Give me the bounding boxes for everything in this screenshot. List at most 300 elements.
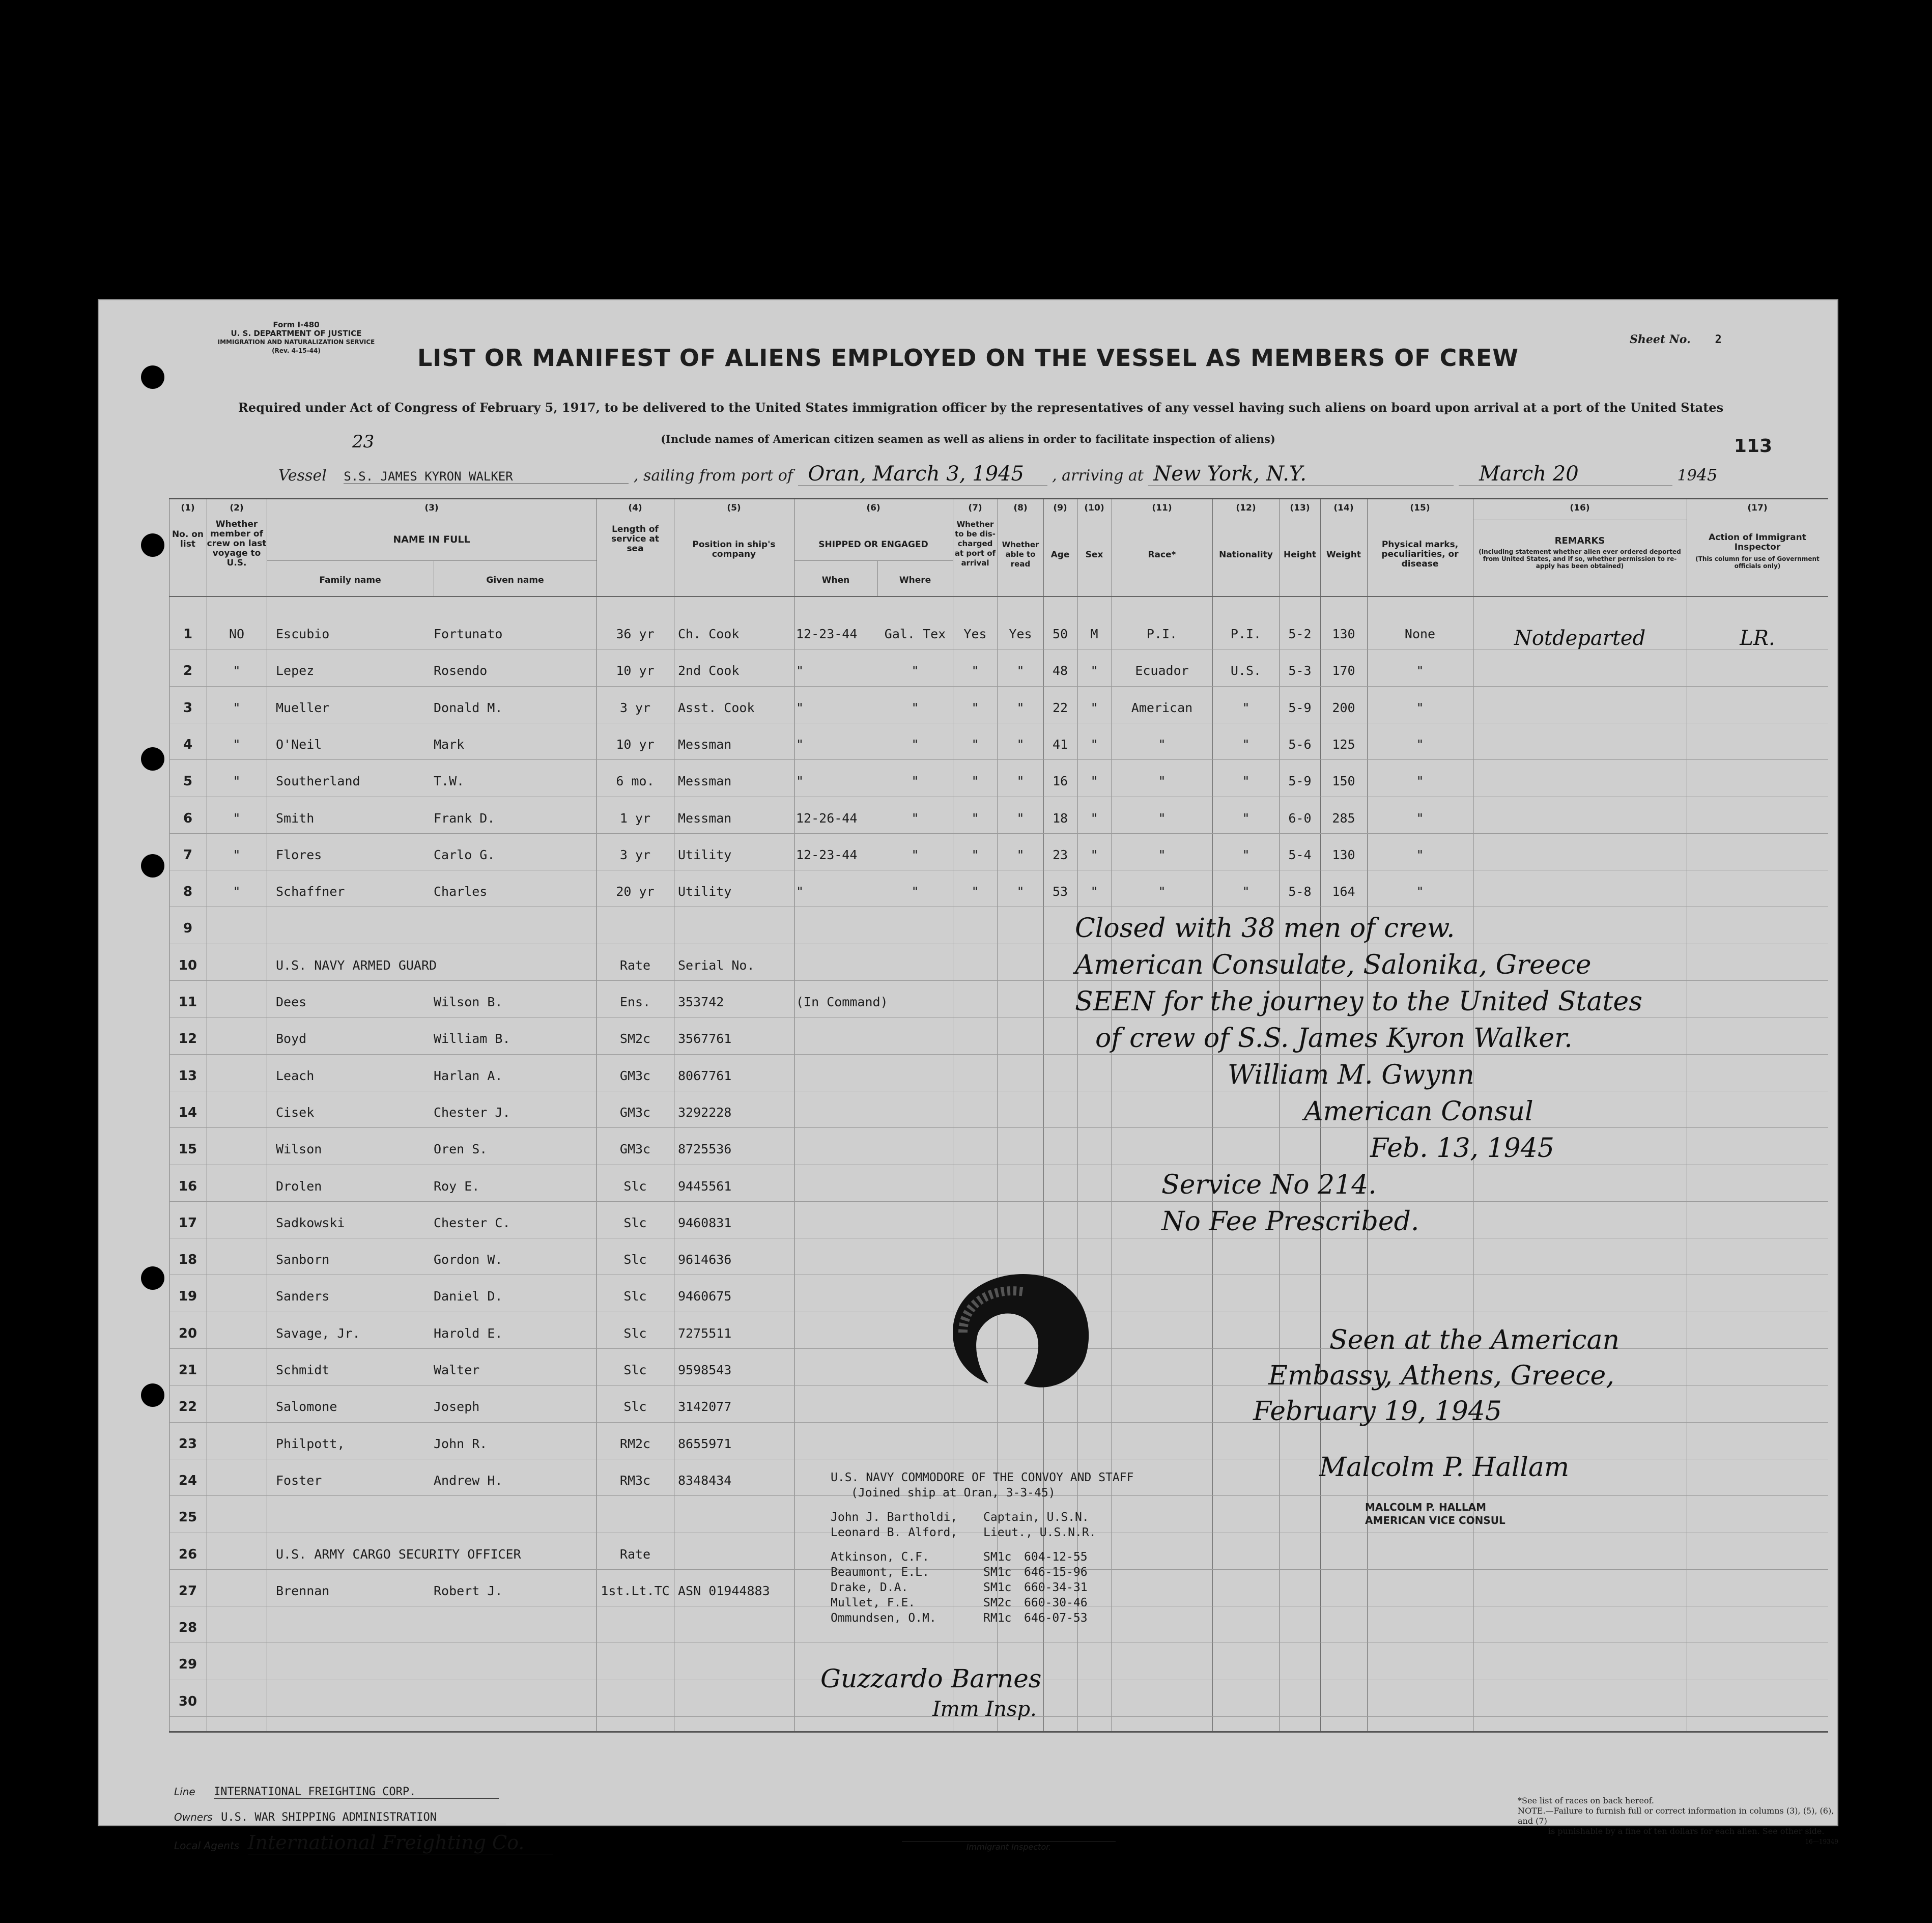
staff-rate: SM1c <box>983 1550 1012 1564</box>
cell-family: Smith <box>276 810 315 826</box>
cell-position: 8725536 <box>678 1142 732 1157</box>
cell-given: Joseph <box>434 1399 480 1415</box>
vice-consul-title: AMERICAN VICE CONSUL <box>1365 1514 1505 1526</box>
cell-height: 5-8 <box>1288 884 1312 899</box>
cell-family: Escubio <box>276 627 330 641</box>
cell-disch: " <box>971 810 979 826</box>
cell-position: 7275511 <box>678 1325 732 1341</box>
cell-no: 30 <box>178 1693 197 1709</box>
header-discharged: Whether to be dis-charged at port of arrival <box>954 520 996 568</box>
cell-length: RM3c <box>619 1473 651 1488</box>
cell-given: Mark <box>434 737 465 752</box>
consulate-line-3: SEEN for the journey to the United States <box>1075 986 1642 1017</box>
cell-no: 27 <box>178 1583 197 1599</box>
cell-remarks: Notdeparted <box>1514 627 1646 650</box>
cell-given: John R. <box>434 1436 488 1451</box>
officer-rank: Lieut., U.S.N.R. <box>983 1526 1096 1539</box>
sailing-label: , sailing from port of <box>633 467 793 485</box>
cell-no: 20 <box>178 1325 197 1341</box>
embassy-line-3: February 19, 1945 <box>1253 1396 1502 1427</box>
cell-disch: " <box>971 700 979 715</box>
cell-no: 1 <box>183 627 193 642</box>
header-where: Where <box>899 575 931 585</box>
vice-consul-name: MALCOLM P. HALLAM <box>1365 1501 1487 1513</box>
cell-no: 22 <box>178 1399 197 1415</box>
vessel-label: Vessel <box>278 467 327 485</box>
cell-no: 7 <box>183 847 193 863</box>
convoy-staff-member <box>831 1610 1133 1626</box>
cell-height: 5-6 <box>1288 737 1312 752</box>
cell-no: 2 <box>183 663 193 679</box>
cell-no: 26 <box>178 1546 197 1562</box>
cell-position: 9614636 <box>678 1252 732 1267</box>
cell-when: 12-23-44 <box>796 627 858 641</box>
embassy-line-2: Embassy, Athens, Greece, <box>1268 1361 1614 1391</box>
cell-where: " <box>911 847 919 862</box>
cell-position: Messman <box>678 774 732 789</box>
cell-member: NO <box>229 627 245 641</box>
cell-position: 8067761 <box>678 1068 732 1083</box>
cell-race: " <box>1158 737 1166 752</box>
cell-family: Dees <box>276 995 307 1009</box>
cell-when: " <box>796 737 804 752</box>
consulate-date: Feb. 13, 1945 <box>1370 1133 1554 1164</box>
cell-family: Mueller <box>276 700 330 715</box>
header-action-note: (This column for use of Government officials only) <box>1695 555 1820 570</box>
cell-member: " <box>233 663 241 678</box>
staff-serial: 604-12-55 <box>1024 1550 1088 1564</box>
cell-length: Rate <box>619 957 651 973</box>
cell-weight: 285 <box>1332 810 1355 826</box>
convoy-title: U.S. NAVY COMMODORE OF THE CONVOY AND STAFF <box>831 1471 1134 1484</box>
staff-name: Atkinson, C.F. <box>831 1550 929 1564</box>
col-num-3: (3) <box>424 503 439 513</box>
agents-label: Local Agents <box>174 1840 240 1852</box>
cell-weight: 170 <box>1332 663 1355 678</box>
col-num-14: (14) <box>1333 503 1354 513</box>
cell-read: " <box>1016 810 1025 826</box>
consulate-line-1: Closed with 38 men of crew. <box>1075 913 1455 944</box>
cell-given: Walter <box>434 1363 480 1377</box>
cell-family: Schaffner <box>276 884 345 899</box>
cell-position: Messman <box>678 810 732 826</box>
convoy-officer <box>831 1510 1133 1525</box>
cell-no: 29 <box>178 1657 197 1673</box>
staff-rate: SM1c <box>983 1581 1012 1594</box>
cell-no: 9 <box>183 921 193 937</box>
cell-position: 3142077 <box>678 1399 732 1415</box>
cell-family: Leach <box>276 1068 315 1083</box>
page-number: 113 <box>1734 436 1772 457</box>
cell-no: 14 <box>178 1105 197 1120</box>
col-num-12: (12) <box>1236 503 1256 513</box>
cell-given: Roy E. <box>434 1178 480 1194</box>
cell-family: Boyd <box>276 1031 307 1047</box>
convoy-staff-member <box>831 1580 1133 1595</box>
cell-no: 19 <box>178 1289 197 1305</box>
cell-length: GM3c <box>619 1142 651 1157</box>
vice-consul-signature: Malcolm P. Hallam <box>1319 1452 1570 1483</box>
cell-family: Salomone <box>276 1399 337 1415</box>
staff-name: Mullet, F.E. <box>831 1596 916 1609</box>
cell-no: 25 <box>178 1510 197 1525</box>
cell-length: 3 yr <box>619 700 651 715</box>
embassy-note <box>1243 1322 1620 1485</box>
footer-line <box>174 1786 499 1799</box>
cell-weight: 200 <box>1332 700 1355 715</box>
cell-phys: " <box>1416 663 1424 678</box>
footer-note-2: NOTE.—Failure to furnish full or correct information in columns (3), (5), (6), and (7) <box>1518 1806 1834 1826</box>
cell-position: Ch. Cook <box>678 627 740 641</box>
cell-race: " <box>1158 847 1166 862</box>
cell-age: 53 <box>1052 884 1068 899</box>
cell-disch: " <box>971 847 979 862</box>
owners-value: U.S. WAR SHIPPING ADMINISTRATION <box>221 1811 506 1824</box>
cell-given: Rosendo <box>434 663 488 678</box>
sheet-label: Sheet No. <box>1630 333 1691 346</box>
col-num-2: (2) <box>230 503 244 513</box>
col-num-13: (13) <box>1290 503 1310 513</box>
header-action: Action of Immigrant Inspector <box>1709 532 1806 552</box>
cell-length: GM3c <box>619 1105 651 1120</box>
cell-weight: 125 <box>1332 737 1355 752</box>
cell-disch: " <box>971 663 979 678</box>
staff-name: Ommundsen, O.M. <box>831 1611 936 1625</box>
staff-name: Drake, D.A. <box>831 1581 908 1594</box>
cell-no: 28 <box>178 1620 197 1636</box>
cell-race: " <box>1158 810 1166 826</box>
cell-nat: " <box>1242 884 1250 899</box>
cell-length: Slc <box>623 1399 647 1415</box>
consulate-note <box>1075 910 1642 1240</box>
cell-nat: P.I. <box>1230 627 1262 641</box>
cell-given: Donald M. <box>434 700 503 715</box>
cell-position: 9460831 <box>678 1215 732 1230</box>
arriving-label: , arriving at <box>1052 467 1144 485</box>
cell-disch: " <box>971 884 979 899</box>
cell-member: " <box>233 884 241 899</box>
staff-rate: SM1c <box>983 1566 1012 1579</box>
convoy-staff-block <box>831 1470 1133 1626</box>
cell-family: Brennan <box>276 1583 330 1598</box>
cell-where: " <box>911 884 919 899</box>
cell-given: Gordon W. <box>434 1252 503 1267</box>
footer-note-3: is punishable by a fine of ten dollars for each alien. See other side. <box>1548 1826 1825 1836</box>
cell-where: " <box>911 774 919 789</box>
cell-phys: " <box>1416 847 1424 862</box>
cell-age: 50 <box>1052 627 1068 641</box>
cell-disch: " <box>971 774 979 789</box>
cell-family: Schmidt <box>276 1363 330 1377</box>
officer-name: John J. Bartholdi, <box>831 1511 958 1524</box>
col-num-8: (8) <box>1013 503 1028 513</box>
col-num-11: (11) <box>1152 503 1172 513</box>
cell-family: Flores <box>276 847 322 862</box>
cell-read: " <box>1016 774 1025 789</box>
vessel-name: S.S. JAMES KYRON WALKER <box>344 469 629 484</box>
cell-no: 4 <box>183 737 193 752</box>
officer-rank: Captain, U.S.N. <box>983 1511 1089 1524</box>
cell-sex: " <box>1090 847 1098 862</box>
staff-serial: 660-30-46 <box>1024 1596 1088 1609</box>
cell-phys: " <box>1416 810 1424 826</box>
header-weight: Weight <box>1326 550 1361 560</box>
sailing-from: Oran, March 3, 1945 <box>798 462 1047 486</box>
embossed-seal <box>932 1256 1105 1399</box>
footer-notes <box>1518 1796 1838 1847</box>
col-num-4: (4) <box>628 503 642 513</box>
footer-code: 16—19349 <box>1805 1838 1838 1845</box>
footer-note-1: *See list of races on back hereof. <box>1518 1796 1655 1805</box>
cell-sex: " <box>1090 810 1098 826</box>
cell-length: 20 yr <box>616 884 655 899</box>
consulate-line-5: American Consul <box>1304 1096 1533 1127</box>
arrival-date: March 20 <box>1459 462 1672 486</box>
cell-race: American <box>1131 700 1193 715</box>
header-whether-member: Whether member of crew on last voyage to U.S. <box>207 519 267 568</box>
cell-position: 2nd Cook <box>678 663 740 678</box>
cell-when: " <box>796 884 804 899</box>
cell-given: Daniel D. <box>434 1289 503 1304</box>
header-no-on-list: No. on list <box>172 529 204 549</box>
cell-nat: U.S. <box>1230 663 1262 678</box>
cell-length: 3 yr <box>619 847 651 862</box>
header-physical: Physical marks, peculiarities, or disease <box>1381 540 1459 569</box>
cell-no: 10 <box>178 957 197 973</box>
arriving-at: New York, N.Y. <box>1148 462 1454 486</box>
vessel-line <box>278 462 1717 486</box>
cell-member: " <box>233 774 241 789</box>
cell-length: 1st.Lt.TC <box>601 1583 670 1598</box>
staff-name: Beaumont, E.L. <box>831 1566 929 1579</box>
footer-owners <box>174 1811 506 1824</box>
convoy-staff-member <box>831 1595 1133 1610</box>
cell-given: Fortunato <box>434 627 503 641</box>
cell-given: Chester J. <box>434 1105 510 1120</box>
cell-height: 5-9 <box>1288 774 1312 789</box>
cell-when: " <box>796 774 804 789</box>
cell-member: " <box>233 700 241 715</box>
cell-length: Ens. <box>619 995 651 1009</box>
cell-member: " <box>233 810 241 826</box>
cell-weight: 150 <box>1332 774 1355 789</box>
cell-sex: M <box>1090 627 1098 641</box>
staff-serial: 660-34-31 <box>1024 1581 1088 1594</box>
cell-no: 13 <box>178 1068 197 1084</box>
cell-nat: " <box>1242 847 1250 862</box>
cell-nat: " <box>1242 700 1250 715</box>
cell-race: P.I. <box>1146 627 1178 641</box>
cell-position: 9445561 <box>678 1178 732 1194</box>
cell-no: 11 <box>178 995 197 1010</box>
cell-family: Sadkowski <box>276 1215 345 1230</box>
cell-length: Slc <box>623 1252 647 1267</box>
cell-position: 9460675 <box>678 1289 732 1304</box>
page-instruction: (Include names of American citizen seamen as well as aliens in order to facilitate inspection of aliens) <box>661 433 1275 445</box>
cell-position: 9598543 <box>678 1363 732 1377</box>
year-prefix: 19 <box>1677 467 1697 485</box>
cell-height: 5-2 <box>1288 627 1312 641</box>
cell-no: 5 <box>183 774 193 789</box>
cell-race: " <box>1158 884 1166 899</box>
cell-member: " <box>233 737 241 752</box>
cell-age: 22 <box>1052 700 1068 715</box>
consul-signature: William M. Gwynn <box>1228 1060 1474 1090</box>
cell-where: " <box>911 737 919 752</box>
cell-phys: " <box>1416 884 1424 899</box>
cell-phys: " <box>1416 774 1424 789</box>
cell-read: " <box>1016 884 1025 899</box>
convoy-staff-member <box>831 1565 1133 1580</box>
cell-when: 12-26-44 <box>796 810 858 826</box>
cell-family: Wilson <box>276 1142 322 1157</box>
cell-given: Andrew H. <box>434 1473 503 1488</box>
staff-rate: SM2c <box>983 1596 1012 1609</box>
punch-hole <box>141 854 164 878</box>
department: U. S. DEPARTMENT OF JUSTICE <box>231 329 362 338</box>
consulate-line-4: of crew of S.S. James Kyron Walker. <box>1095 1023 1573 1054</box>
cell-given: Harold E. <box>434 1325 503 1341</box>
cell-height: 5-9 <box>1288 700 1312 715</box>
header-remarks-note: (Including statement whether alien ever ordered deported from United States, and if so, whether permission to re-apply has been obtained) <box>1479 548 1681 570</box>
arrival-year: 45 <box>1696 465 1718 485</box>
cell-family: Cisek <box>276 1105 315 1120</box>
cell-family: Sanders <box>276 1289 330 1304</box>
cell-no: 8 <box>183 884 193 900</box>
cell-family: Lepez <box>276 663 315 678</box>
header-family-name: Family name <box>319 575 381 585</box>
cell-family: Southerland <box>276 774 360 789</box>
sheet-value: 2 <box>1715 333 1722 346</box>
revision: (Rev. 4-15-44) <box>272 347 321 354</box>
cell-sex: " <box>1090 774 1098 789</box>
cell-age: 23 <box>1052 847 1068 862</box>
cell-sex: " <box>1090 884 1098 899</box>
cell-length: 1 yr <box>619 810 651 826</box>
header-length-service: Length of service at sea <box>611 524 660 554</box>
header-race: Race* <box>1148 550 1176 560</box>
cell-given: Chester C. <box>434 1215 510 1230</box>
cell-phys: " <box>1416 737 1424 752</box>
cell-disch: Yes <box>963 627 987 641</box>
staff-rate: RM1c <box>983 1611 1012 1625</box>
punch-hole <box>141 1383 164 1407</box>
cell-no: 18 <box>178 1252 197 1268</box>
cell-action: LR. <box>1740 627 1775 650</box>
cell-height: 5-3 <box>1288 663 1312 678</box>
cell-where: Gal. Tex <box>884 627 946 641</box>
cell-weight: 130 <box>1332 847 1355 862</box>
cell-family: U.S. NAVY ARMED GUARD <box>276 957 437 973</box>
staff-serial: 646-15-96 <box>1024 1566 1088 1579</box>
cell-given: William B. <box>434 1031 510 1047</box>
cell-length: 10 yr <box>616 663 655 678</box>
cell-family: Savage, Jr. <box>276 1325 360 1341</box>
header-remarks: REMARKS <box>1554 535 1605 546</box>
cell-no: 12 <box>178 1031 197 1047</box>
cell-family: O'Neil <box>276 737 322 752</box>
cell-given: Wilson B. <box>434 995 503 1009</box>
cell-family: Drolen <box>276 1178 322 1194</box>
consulate-line-2: American Consulate, Salonika, Greece <box>1075 950 1592 980</box>
cell-length: Slc <box>623 1178 647 1194</box>
cell-length: Slc <box>623 1215 647 1230</box>
consulate-service-no: Service No 214. <box>1161 1170 1377 1200</box>
cell-length: 10 yr <box>616 737 655 752</box>
vice-consul-stamp <box>1365 1501 1505 1527</box>
cell-phys: None <box>1404 627 1436 641</box>
col-num-15: (15) <box>1410 503 1430 513</box>
col-num-17: (17) <box>1747 503 1768 513</box>
cell-weight: 164 <box>1332 884 1355 899</box>
punch-hole <box>141 1266 164 1290</box>
col-num-1: (1) <box>181 503 195 513</box>
line-value: INTERNATIONAL FREIGHTING CORP. <box>214 1786 499 1799</box>
cell-nat: " <box>1242 810 1250 826</box>
cell-age: 48 <box>1052 663 1068 678</box>
cell-member: " <box>233 847 241 862</box>
manifest-sheet <box>98 299 1838 1854</box>
cell-given: Oren S. <box>434 1142 488 1157</box>
service: IMMIGRATION AND NATURALIZATION SERVICE <box>217 338 375 346</box>
cell-read: " <box>1016 663 1025 678</box>
cell-length: Rate <box>619 1546 651 1562</box>
cell-phys: " <box>1416 700 1424 715</box>
cell-position: Messman <box>678 737 732 752</box>
cell-family: U.S. ARMY CARGO SECURITY OFFICER <box>276 1546 521 1562</box>
cell-read: " <box>1016 737 1025 752</box>
cell-disch: " <box>971 737 979 752</box>
cell-family: Foster <box>276 1473 322 1488</box>
footer-agents <box>174 1831 553 1854</box>
convoy-staff-member <box>831 1549 1133 1565</box>
cell-given: Frank D. <box>434 810 495 826</box>
cell-age: 16 <box>1052 774 1068 789</box>
cell-position: Utility <box>678 847 732 862</box>
cell-position: Serial No. <box>678 957 755 973</box>
cell-position: 3567761 <box>678 1031 732 1047</box>
cell-given: Carlo G. <box>434 847 495 862</box>
cell-when: " <box>796 700 804 715</box>
inspector-title: Imm Insp. <box>932 1698 1037 1721</box>
page-title: LIST OR MANIFEST OF ALIENS EMPLOYED ON THE VESSEL AS MEMBERS OF CREW <box>417 344 1519 372</box>
convoy-officer <box>831 1525 1133 1540</box>
header-able-read: Whether able to read <box>1002 540 1039 569</box>
cell-position: ASN 01944883 <box>678 1583 770 1598</box>
cell-race: Ecuador <box>1135 663 1189 678</box>
header-shipped-engaged: SHIPPED OR ENGAGED <box>818 540 928 550</box>
col-num-5: (5) <box>727 503 741 513</box>
cell-sex: " <box>1090 700 1098 715</box>
cell-position: 3292228 <box>678 1105 732 1120</box>
cell-given: Charles <box>434 884 488 899</box>
cell-where: " <box>911 810 919 826</box>
col-num-7: (7) <box>968 503 982 513</box>
cell-height: 6-0 <box>1288 810 1312 826</box>
col-num-16: (16) <box>1570 503 1590 513</box>
owners-label: Owners <box>174 1811 213 1823</box>
cell-weight: 130 <box>1332 627 1355 641</box>
header-position: Position in ship's company <box>692 540 776 559</box>
cell-nat: " <box>1242 737 1250 752</box>
cell-where: " <box>911 663 919 678</box>
cell-position: Utility <box>678 884 732 899</box>
cell-sex: " <box>1090 663 1098 678</box>
margin-mark: 23 <box>352 432 375 452</box>
punch-hole <box>141 747 164 771</box>
cell-length: 36 yr <box>616 627 655 641</box>
cell-age: 41 <box>1052 737 1068 752</box>
